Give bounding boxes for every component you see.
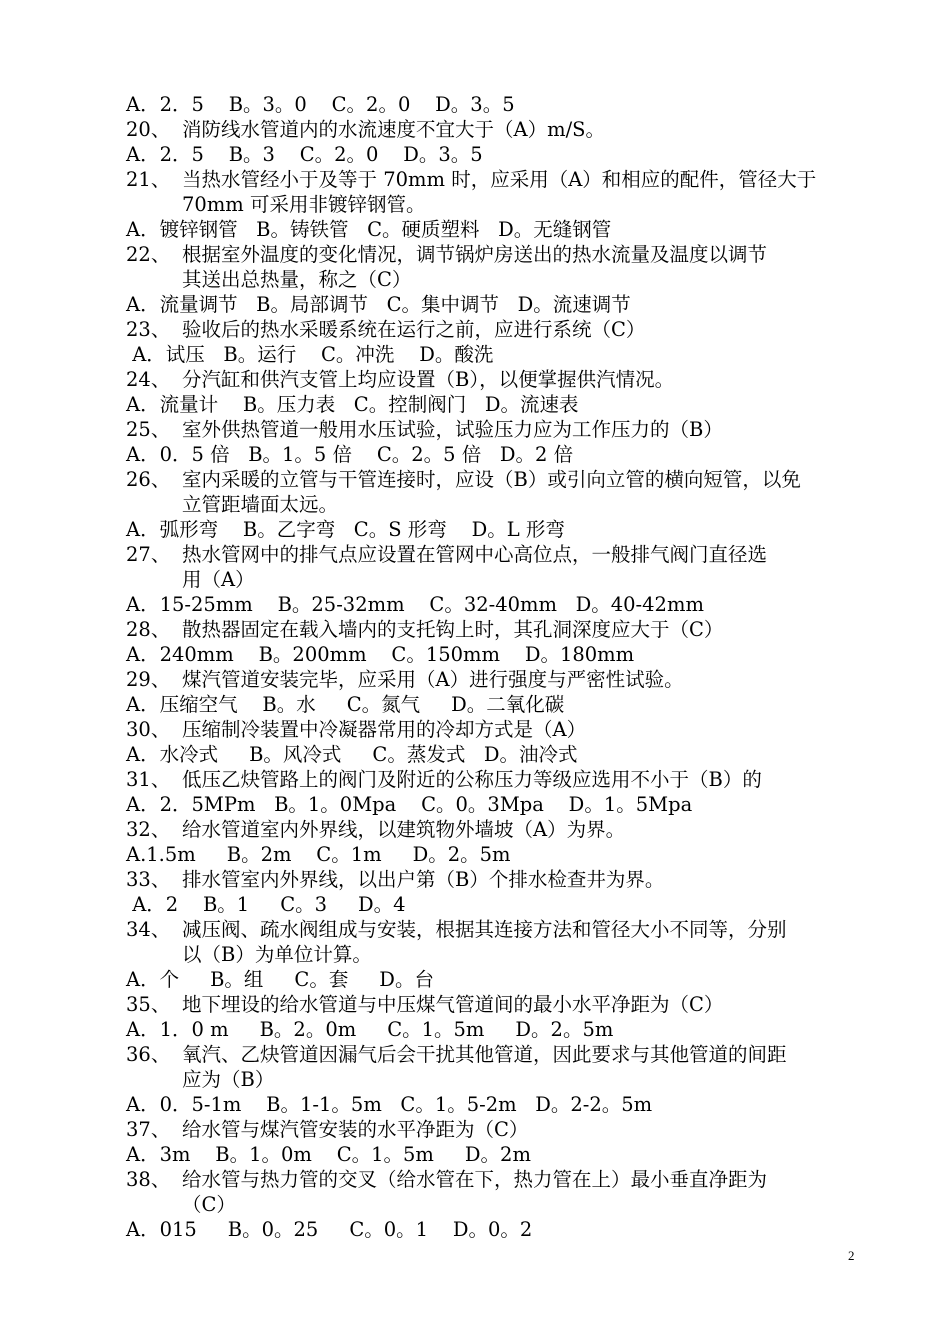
question-text: [182, 317, 866, 342]
question-text-line: 散热器固定在载入墙内的支托钩上时，其孔洞深度应大于（C）: [182, 618, 724, 641]
question-number: 30、: [126, 718, 171, 741]
question-item: [126, 1042, 866, 1092]
question-text-line: 其送出总热量，称之（C）: [182, 268, 412, 291]
question-text: [182, 167, 866, 217]
question-text: [182, 242, 866, 292]
question-number: 31、: [126, 768, 171, 791]
question-text: [182, 867, 866, 892]
answer-options: A．2．5MPm B。1。0Mpa C。0。3Mpa D。1。5Mpa: [126, 793, 693, 816]
question-number: 25、: [126, 418, 171, 441]
question-text-line: 地下埋设的给水管道与中压煤气管道间的最小水平净距为（C）: [182, 993, 724, 1016]
question-item: [126, 1167, 866, 1217]
question-text-line: 给水管与热力管的交叉（给水管在下，热力管在上）最小垂直净距为: [182, 1168, 768, 1191]
answer-options: A．流量计 B。压力表 C。控制阀门 D。流速表: [126, 393, 579, 416]
question-number: 37、: [126, 1118, 171, 1141]
page-number: 2: [848, 1248, 855, 1263]
answer-options: A．2．5 B。3。0 C。2。0 D。3。5: [126, 93, 515, 116]
answer-options: A．0．5 倍 B。1。5 倍 C。2。5 倍 D。2 倍: [126, 443, 574, 466]
answer-options: A．镀锌钢管 B。铸铁管 C。硬质塑料 D。无缝钢管: [126, 218, 612, 241]
question-text: [182, 617, 866, 642]
question-text-line: 给水管道室内外界线，以建筑物外墙坡（A）为界。: [182, 818, 626, 841]
question-list: [126, 92, 866, 1242]
question-number: 22、: [126, 243, 171, 266]
question-text-line: 煤汽管道安装完毕，应采用（A）进行强度与严密性试验。: [182, 668, 684, 691]
answer-options: A．水冷式 B。风冷式 C。蒸发式 D。油冷式: [126, 743, 578, 766]
question-text-line: 压缩制冷装置中冷凝器常用的冷却方式是（A）: [182, 718, 587, 741]
question-number: 24、: [126, 368, 171, 391]
answer-options: A．2．5 B。3 C。2。0 D。3。5: [126, 143, 483, 166]
answer-options: A．压缩空气 B。水 C。氮气 D。二氧化碳: [126, 693, 565, 716]
question-text: [182, 1117, 866, 1142]
answer-options: A．0．5-1m B。1-1。5m C。1。5-2m D。2-2。5m: [126, 1093, 653, 1116]
question-text: [182, 367, 866, 392]
question-item: [126, 1117, 866, 1142]
question-text-line: 给水管与煤汽管安装的水平净距为（C）: [182, 1118, 529, 1141]
question-text: [182, 417, 866, 442]
question-text: [182, 1042, 866, 1092]
answer-options: A．3m B。1。0m C。1。5m D。2m: [126, 1143, 531, 1166]
question-text: [182, 542, 866, 592]
question-text-line: 立管距墙面太远。: [182, 493, 339, 516]
question-text-line: 低压乙炔管路上的阀门及附近的公称压力等级应选用不小于（B）的: [182, 768, 762, 791]
question-number: 23、: [126, 318, 171, 341]
question-text-line: 室外供热管道一般用水压试验，试验压力应为工作压力的（B）: [182, 418, 723, 441]
question-item: [126, 917, 866, 967]
question-item: [126, 992, 866, 1017]
question-text: [182, 667, 866, 692]
question-text-line: 减压阀、疏水阀组成与安装，根据其连接方法和管径大小不同等，分别: [182, 918, 787, 941]
question-text: [182, 1167, 866, 1217]
question-number: 32、: [126, 818, 171, 841]
question-number: 21、: [126, 168, 171, 191]
question-number: 28、: [126, 618, 171, 641]
question-item: [126, 867, 866, 892]
question-number: 36、: [126, 1043, 171, 1066]
question-number: 34、: [126, 918, 171, 941]
question-number: 29、: [126, 668, 171, 691]
answer-options: A．1．0 m B。2。0m C。1。5m D。2。5m: [126, 1018, 614, 1041]
answer-options: A．240mm B。200mm C。150mm D。180mm: [126, 643, 635, 666]
question-item: [126, 542, 866, 592]
question-item: [126, 817, 866, 842]
question-item: [126, 617, 866, 642]
question-item: [126, 767, 866, 792]
question-number: 38、: [126, 1168, 171, 1191]
answer-options: A．个 B。组 C。套 D。台: [126, 968, 434, 991]
answer-options: A．弧形弯 B。乙字弯 C。S 形弯 D。L 形弯: [126, 518, 565, 541]
question-number: 35、: [126, 993, 171, 1016]
question-text-line: 当热水管经小于及等于 70mm 时，应采用（A）和相应的配件，管径大于: [182, 168, 817, 191]
answer-options: A．15-25mm B。25-32mm C。32-40mm D。40-42mm: [126, 593, 704, 616]
question-item: [126, 167, 866, 217]
answer-options: A.1.5m B。2m C。1m D。2。5m: [126, 843, 511, 866]
question-text-line: 消防线水管道内的水流速度不宜大于（A）m/S。: [182, 118, 606, 141]
question-text: [182, 117, 866, 142]
question-item: [126, 242, 866, 292]
question-item: [126, 317, 866, 342]
question-text: [182, 992, 866, 1017]
question-text: [182, 767, 866, 792]
question-number: 33、: [126, 868, 171, 891]
question-text-line: 70mm 可采用非镀锌钢管。: [182, 193, 426, 216]
question-item: [126, 717, 866, 742]
question-item: [126, 417, 866, 442]
question-text-line: 验收后的热水采暖系统在运行之前，应进行系统（C）: [182, 318, 646, 341]
question-text-line: 根据室外温度的变化情况，调节锅炉房送出的热水流量及温度以调节: [182, 243, 768, 266]
question-text: [182, 467, 866, 517]
question-number: 20、: [126, 118, 171, 141]
question-item: [126, 667, 866, 692]
question-text-line: 应为（B）: [182, 1068, 275, 1091]
question-item: [126, 467, 866, 517]
question-text-line: 室内采暖的立管与干管连接时，应设（B）或引向立管的横向短管，以免: [182, 468, 801, 491]
question-text-line: 以（B）为单位计算。: [182, 943, 372, 966]
question-number: 26、: [126, 468, 171, 491]
question-text: [182, 917, 866, 967]
question-item: [126, 367, 866, 392]
question-text: [182, 817, 866, 842]
question-text-line: 氧汽、乙炔管道因漏气后会干扰其他管道，因此要求与其他管道的间距: [182, 1043, 787, 1066]
answer-options: A．2 B。1 C。3 D。4: [126, 893, 406, 916]
question-text-line: 热水管网中的排气点应设置在管网中心高位点，一般排气阀门直径选: [182, 543, 768, 566]
question-number: 27、: [126, 543, 171, 566]
answer-options: A．015 B。0。25 C。0。1 D。0。2: [126, 1218, 533, 1241]
question-text-line: （C）: [182, 1193, 236, 1216]
question-text: [182, 717, 866, 742]
question-text-line: 排水管室内外界线，以出户第（B）个排水检查井为界。: [182, 868, 665, 891]
answer-options: A．试压 B。运行 C。冲洗 D。酸洗: [126, 343, 494, 366]
question-text-line: 分汽缸和供汽支管上均应设置（B），以便掌握供汽情况。: [182, 368, 675, 391]
question-text-line: 用（A）: [182, 568, 255, 591]
answer-options: A．流量调节 B。局部调节 C。集中调节 D。流速调节: [126, 293, 631, 316]
question-item: [126, 117, 866, 142]
